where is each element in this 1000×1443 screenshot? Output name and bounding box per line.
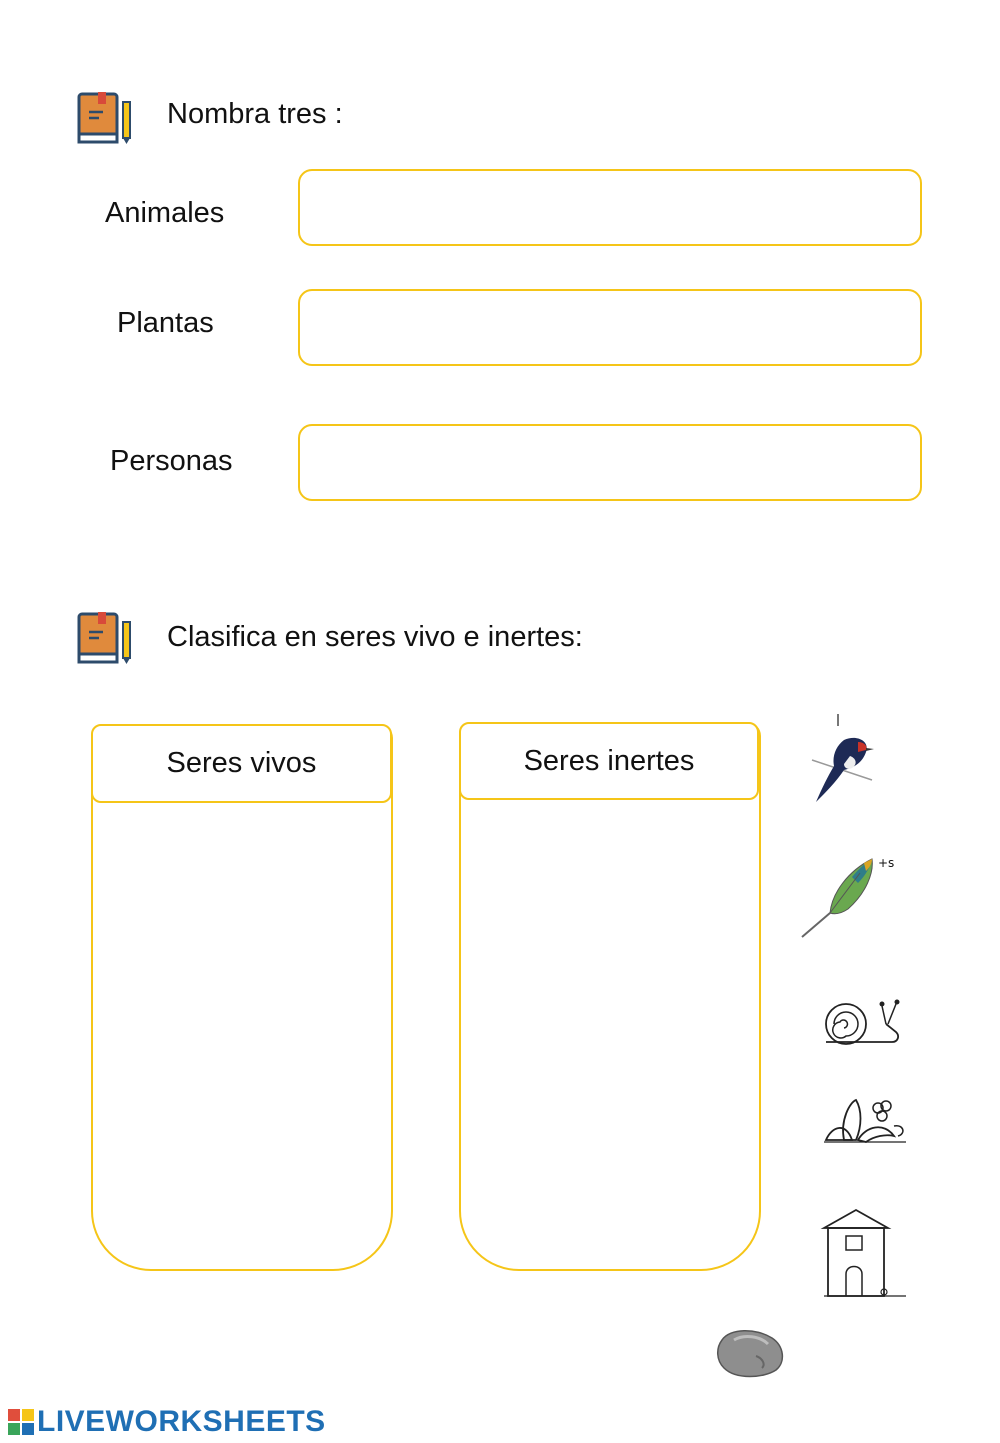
svg-text:+s: +s bbox=[878, 856, 895, 870]
column-title-seres-vivos: Seres vivos bbox=[91, 724, 392, 803]
row-label-plantas: Plantas bbox=[117, 307, 214, 339]
answer-input-animales[interactable] bbox=[298, 169, 922, 246]
section-heading-clasifica: Clasifica en seres vivo e inertes: bbox=[167, 621, 583, 653]
brand-logo-icon bbox=[8, 1409, 34, 1435]
plant-flower-icon[interactable] bbox=[822, 1096, 908, 1153]
column-title-seres-inertes: Seres inertes bbox=[459, 722, 759, 800]
answer-input-plantas[interactable] bbox=[298, 289, 922, 366]
house-icon[interactable] bbox=[820, 1206, 908, 1307]
feather-icon[interactable] bbox=[800, 853, 896, 944]
swallow-bird-icon[interactable] bbox=[808, 712, 876, 809]
section-heading-nombra: Nombra tres : bbox=[167, 98, 343, 130]
notebook-pencil-icon bbox=[77, 612, 133, 671]
drop-zone-seres-vivos[interactable] bbox=[91, 724, 393, 1271]
brand-logo bbox=[8, 1405, 326, 1439]
snail-icon[interactable] bbox=[822, 994, 906, 1055]
notebook-pencil-icon bbox=[77, 92, 133, 151]
stone-icon[interactable] bbox=[716, 1326, 786, 1385]
row-label-animales: Animales bbox=[105, 197, 225, 229]
answer-input-personas[interactable] bbox=[298, 424, 922, 501]
drop-zone-seres-inertes[interactable] bbox=[459, 722, 761, 1271]
brand-name: LIVEWORKSHEETS bbox=[37, 1405, 326, 1438]
row-label-personas: Personas bbox=[110, 445, 233, 477]
